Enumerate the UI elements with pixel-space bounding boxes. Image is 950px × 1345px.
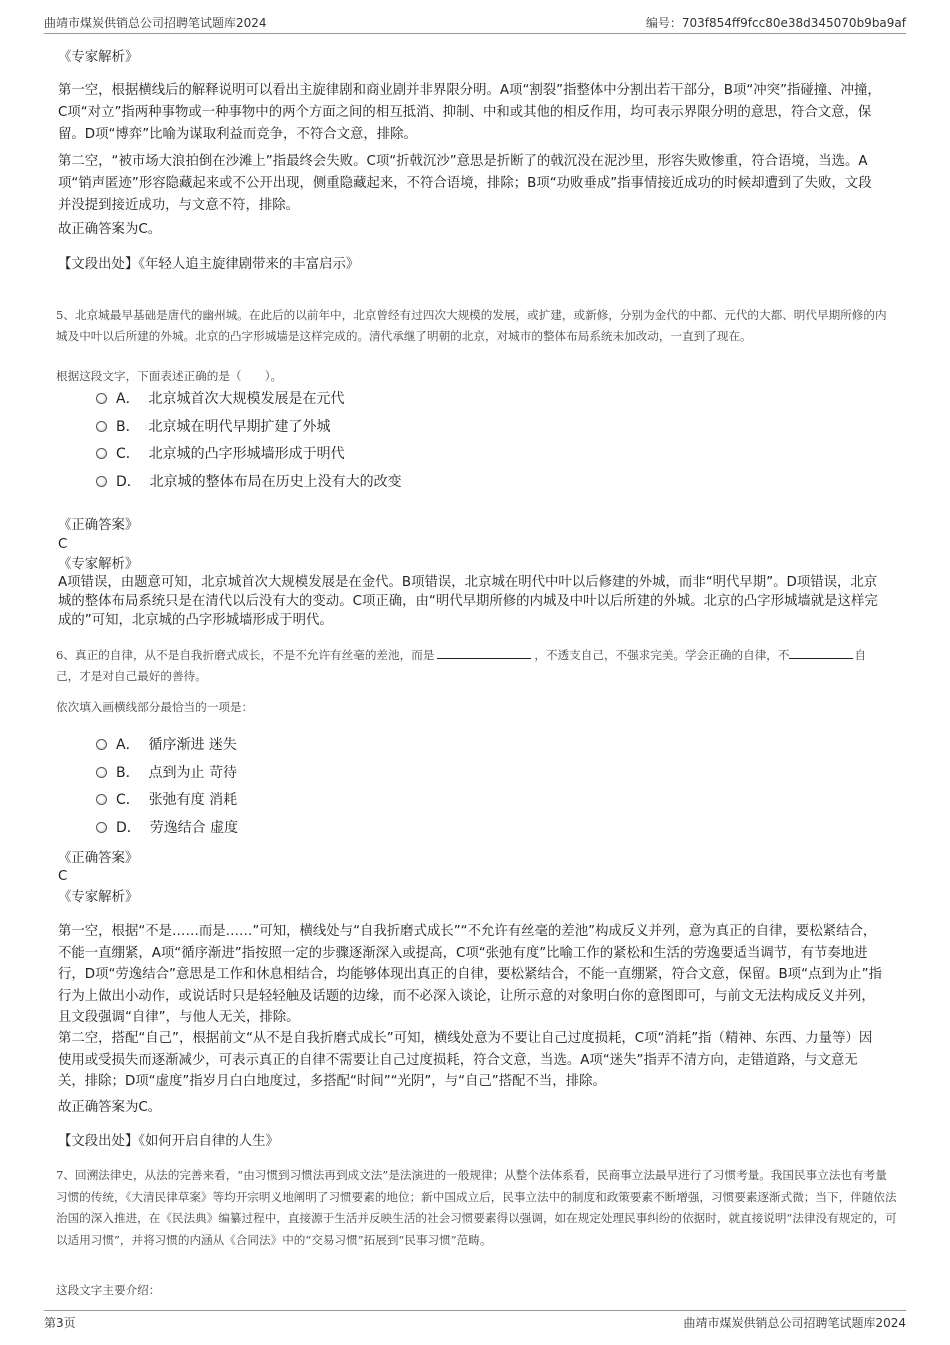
q7-stem: 7、回溯法律史，从法的完善来看，“由习惯到习惯法再到成文法”是法演进的一般规律；从整个法体系看，民商事立法最早进行了习惯考量。我国民事立法也有考量习惯的传统，《大清民律草案》等均开宗明义地阐明了习惯要素的地位；新中国成立后，民事立法中的制度和政策要素不断增强，习惯要素逐渐式微；当下，伴随依法治国的深入推进，在《民法典》编纂过程中，直接源于生活并反映生活的社会习惯要素得以强调，如在规定处理民事纠纷的依据时，就直接说明“法律没有规定的，可以适用习惯”，并将习惯的内涵从《合同法》中的“交易习惯”拓展到“民事习惯”范畴。 [56,1168,897,1247]
q5-option-c[interactable] [96,444,345,464]
q6-option-b[interactable] [96,763,237,783]
radio-icon[interactable] [96,448,107,459]
option-text: 点到为止 苛待 [148,765,237,781]
radio-icon[interactable] [96,421,107,432]
option-text: 劳逸结合 虚度 [149,820,239,836]
q5-answer: C [58,537,68,552]
radio-icon[interactable] [96,767,107,778]
footer-divider [44,1310,906,1311]
option-letter: C． [116,446,140,462]
option-text: 北京城首次大规模发展是在元代 [148,391,345,407]
q6-stem-part-3: 自己，才是对自己最好的善待。 [56,648,867,683]
option-letter: D． [116,474,141,490]
q6-analysis-paragraph-2: 第二空，搭配“自己”，根据前文“从不是自我折磨式成长”可知，横线处意为不要让自己过度损耗，C项“消耗”指（精神、东西、力量等）因使用或受损失而逐渐减少，可表示真正的自律不需要让自己过度损耗，符合文意，当选。A项“迷失”指弄不清方向，走错道路，与文意无关，排除；D项“虚度”指岁月白白地度过，多搭配“时间”“光阴”，与“自己”搭配不当，排除。 [58,1031,873,1089]
q7-question: 这段文字主要介绍： [56,1283,161,1297]
q5-stem: 5、北京城最早基础是唐代的幽州城。在此后的以前年中，北京曾经有过四次大规模的发展，或扩建，或新修，分别为金代的中都、元代的大都、明代早期所修的内城及中叶以后所建的外城。北京的凸字形城墙是这样完成的。清代承继了明朝的北京，对城市的整体布局系统未加改动，一直到了现在。 [56,308,887,343]
q5-answer-label: 《正确答案》 [58,518,139,533]
q4-conclusion: 故正确答案为C。 [58,222,162,237]
q6-answer-label: 《正确答案》 [58,851,139,866]
blank-line-2 [789,645,853,659]
header-document-id: 编号：703f854ff9fcc80e38d345070b9ba9af [645,16,906,30]
q6-stem-part-2: ，不透支自己，不强求完美。学会正确的自律，不 [534,648,790,662]
q4-analysis-paragraph-1: 第一空，根据横线后的解释说明可以看出主旋律剧和商业剧并非界限分明。A项“割裂”指整体中分割出若干部分，B项“冲突”指碰撞、冲撞，C项“对立”指两种事物或一种事物中的两个方面之间的相互抵消、抑制、中和或其他的相反作用，均可表示界限分明的意思，符合文意，保留。D项“博弈”比喻为谋取利益而竞争，不符合文意，排除。 [58,83,881,142]
radio-icon[interactable] [96,476,107,487]
option-letter: B． [116,419,140,435]
q4-analysis-paragraph-2: 第二空，“被市场大浪拍倒在沙滩上”指最终会失败。C项“折戟沉沙”意思是折断了的戟沉没在泥沙里，形容失败惨重，符合语境，当选。A项“销声匿迹”形容隐藏起来或不公开出现，侧重隐藏起来，不符合语境，排除；B项“功败垂成”指事情接近成功的时候却遭到了失败，文段并没提到接近成功，与文意不符，排除。 [58,154,872,213]
q5-option-a[interactable] [96,389,344,409]
q6-option-d[interactable] [96,818,238,838]
q6-option-a[interactable] [96,735,237,755]
q6-analysis-label: 《专家解析》 [58,890,139,905]
option-text: 北京城的凸字形城墙形成于明代 [148,446,345,462]
q6-source: 【文段出处】《如何开启自律的人生》 [58,1134,279,1149]
option-text: 张弛有度 消耗 [148,792,238,808]
q5-analysis: A项错误，由题意可知，北京城首次大规模发展是在金代。B项错误，北京城在明代中叶以后修建的外城，而非“明代早期”。D项错误，北京城的整体布局系统只是在清代以后没有大的变动。C项正确，由“明代早期所修的内城及中叶以后所建的外城。北京的凸字形城墙就是这样完成的”可知，北京城的凸字形城墙形成于明代。 [58,575,878,628]
option-text: 循序渐进 迷失 [148,737,237,753]
option-text: 北京城在明代早期扩建了外城 [148,419,331,435]
q5-question: 根据这段文字，下面表述正确的是（ ）。 [56,369,283,383]
option-letter: B． [116,765,140,781]
q6-option-c[interactable] [96,790,237,810]
blank-line-1 [437,645,531,659]
q6-analysis-paragraph-1: 第一空，根据“不是……而是……”可知，横线处与“自我折磨式成长”“不允许有丝毫的差池”构成反义并列，意为真正的自律，要松紧结合，不能一直绷紧，A项“循序渐进”指按照一定的步骤逐渐深入或提高，C项“张弛有度”比喻工作的紧松和生活的劳逸要适当调节，有节奏地进行，D项“劳逸结合”意思是工作和休息相结合，均能够体现出真正的自律，要松紧结合，不能一直绷紧，符合文意，保留。B项“点到为止”指行为上做出小动作，或说话时只是轻轻触及话题的边缘，而不必深入谈论，让所示意的对象明白你的意图即可，与前文无法构成反义并列，且文段强调“自律”，与他人无关，排除。 [58,924,882,1025]
radio-icon[interactable] [96,739,107,750]
q4-analysis-label: 《专家解析》 [58,50,139,65]
option-letter: A． [116,391,140,407]
q6-stem-part-1: 6、真正的自律，从不是自我折磨式成长，不是不允许有丝毫的差池，而是 [56,648,435,662]
radio-icon[interactable] [96,822,107,833]
q6-stem [56,645,888,687]
radio-icon[interactable] [96,794,107,805]
option-letter: C． [116,792,140,808]
option-letter: D． [116,820,141,836]
q6-conclusion: 故正确答案为C。 [58,1100,162,1115]
q4-source: 【文段出处】《年轻人追主旋律剧带来的丰富启示》 [58,257,360,272]
header-left-title: 曲靖市煤炭供销总公司招聘笔试题库2024 [44,16,267,30]
q6-answer: C [58,869,68,884]
footer-title: 曲靖市煤炭供销总公司招聘笔试题库2024 [683,1316,906,1330]
q5-option-d[interactable] [96,472,402,492]
q6-question: 依次填入画横线部分最恰当的一项是： [56,700,254,714]
q5-option-b[interactable] [96,417,331,437]
q5-analysis-label: 《专家解析》 [58,557,139,572]
option-letter: A． [116,737,140,753]
radio-icon[interactable] [96,393,107,404]
header-divider [44,33,906,34]
option-text: 北京城的整体布局在历史上没有大的改变 [149,474,402,490]
footer-page-number: 第3页 [44,1316,76,1330]
